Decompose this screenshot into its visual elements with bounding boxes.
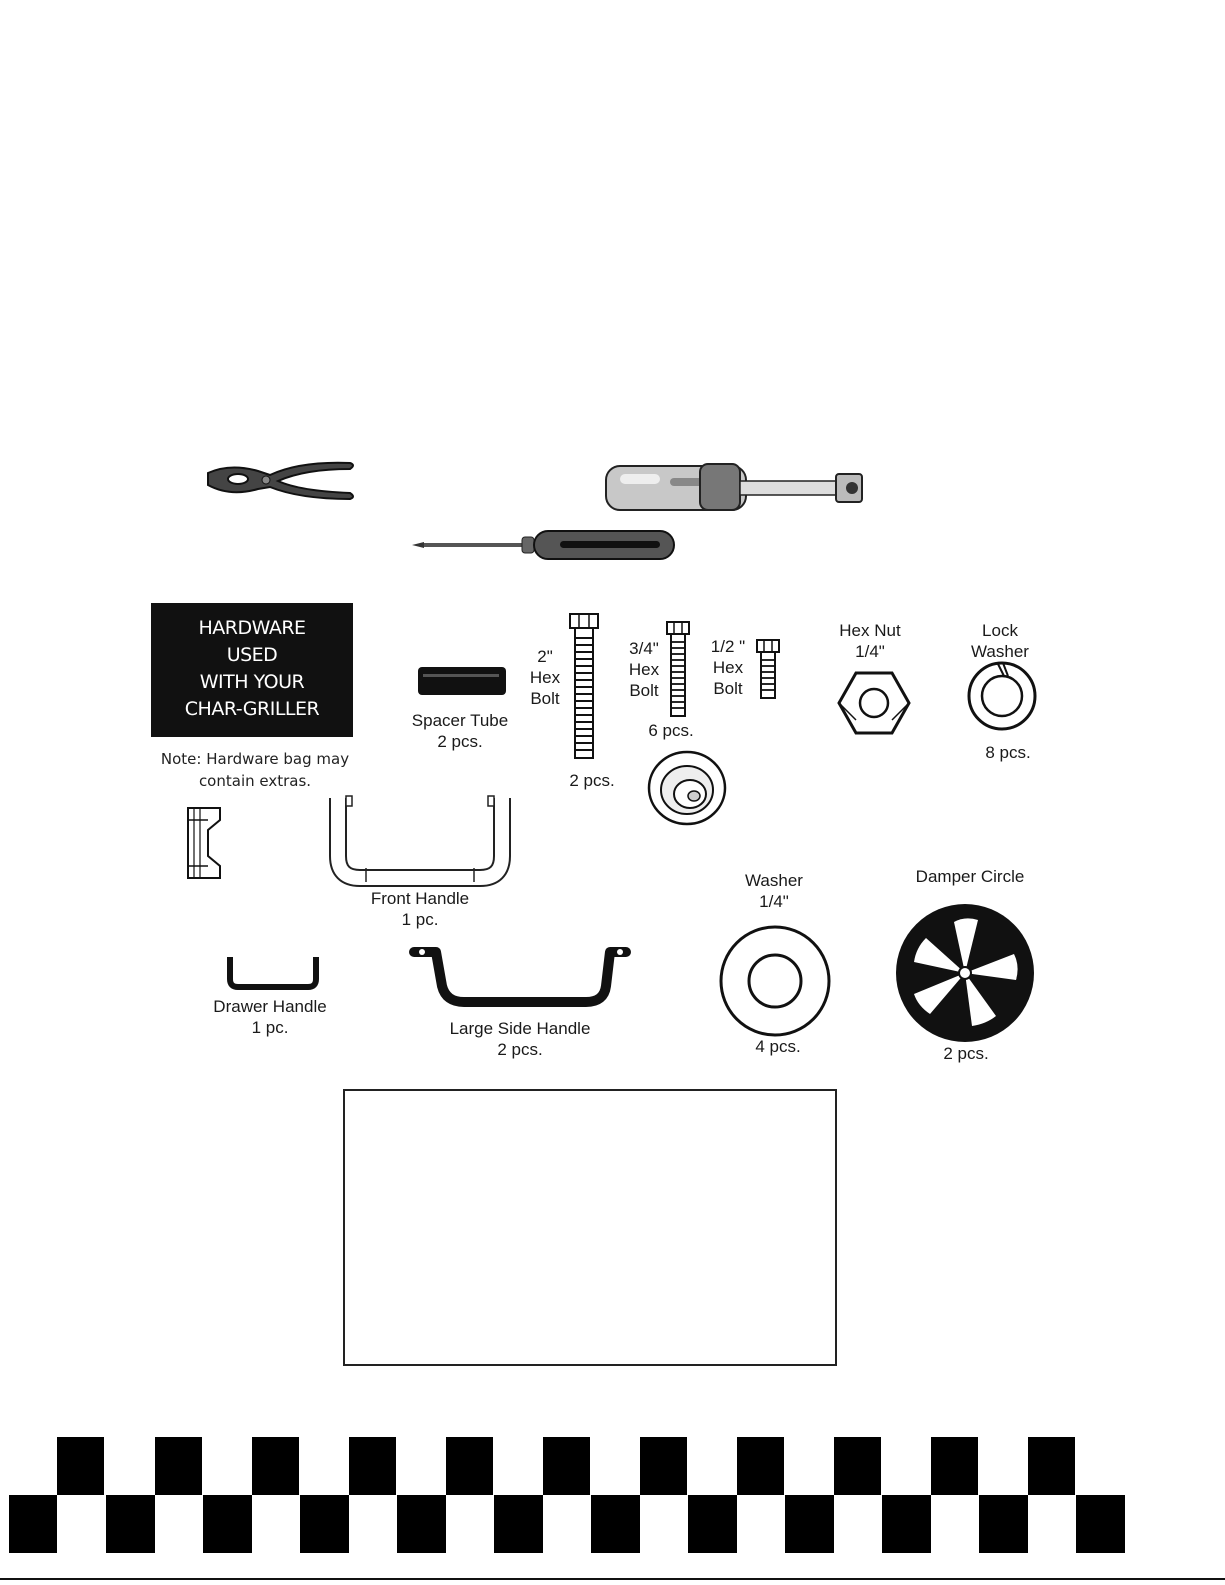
checkerboard-border	[0, 1437, 1225, 1553]
drawer-handle-label	[200, 996, 340, 1038]
part-qty: 1 pc.	[401, 910, 439, 929]
part-name: Hex	[628, 660, 660, 679]
damper-circle-icon	[894, 902, 1036, 1044]
damper-circle-label: Damper Circle	[915, 867, 1025, 886]
part-name: Bolt	[713, 679, 743, 698]
part-name: Hex	[529, 668, 561, 687]
part-qty: 2 pcs.	[497, 1040, 543, 1059]
hex-nut-icon	[836, 670, 912, 736]
note-line: contain extras.	[198, 772, 312, 790]
hardware-title-line: HARDWARE	[198, 617, 306, 639]
hex-bolt-2in-icon	[566, 612, 602, 762]
part-name: Washer	[971, 642, 1029, 661]
part-size: 1/2 "	[710, 637, 746, 656]
hex-nut-label	[820, 620, 920, 662]
hex-bolt-34-qty: 6 pcs.	[648, 721, 694, 740]
front-handle-label	[350, 888, 490, 930]
hardware-title-box	[151, 603, 353, 737]
note-line: Note: Hardware bag may	[160, 750, 350, 768]
hex-bolt-1-2in-icon	[754, 638, 782, 702]
drawer-handle-icon	[224, 955, 322, 993]
hardware-title-line: CHAR-GRILLER	[184, 698, 320, 720]
washer-icon	[718, 924, 832, 1038]
lock-washer-label	[955, 620, 1045, 662]
part-qty: 1 pc.	[251, 1018, 289, 1037]
part-size: 1/4"	[855, 642, 885, 661]
hardware-title-line: WITH YOUR	[199, 671, 305, 693]
lock-washer-qty: 8 pcs.	[985, 743, 1031, 762]
hardware-title-line: USED	[226, 644, 278, 666]
nut-driver-icon	[600, 460, 870, 520]
hex-bolt-12-label	[704, 636, 752, 699]
spacer-tube-label	[400, 710, 520, 752]
hex-bolt-34-label	[620, 638, 668, 701]
lock-washer-icon	[966, 660, 1038, 732]
part-name: Washer	[745, 871, 803, 890]
large-side-handle-label	[420, 1018, 620, 1060]
front-handle-icon	[330, 796, 510, 882]
hex-bolt-2-label	[522, 646, 568, 709]
pliers-icon	[200, 455, 360, 505]
bearing-icon	[646, 748, 728, 828]
part-name: Lock	[982, 621, 1018, 640]
part-name: Bolt	[629, 681, 659, 700]
part-name: Spacer Tube	[411, 711, 509, 730]
part-name: Hex Nut	[839, 621, 901, 640]
damper-circle-qty: 2 pcs.	[943, 1044, 989, 1063]
washer-label	[724, 870, 824, 912]
blank-notes-box	[343, 1089, 837, 1366]
bottom-rule	[0, 1578, 1225, 1580]
hardware-note	[150, 748, 360, 792]
part-size: 3/4"	[629, 639, 659, 658]
part-name: Large Side Handle	[449, 1019, 591, 1038]
part-name: Hex	[712, 658, 744, 677]
checker-bottom-row	[9, 1495, 1125, 1553]
large-side-handle-icon	[408, 946, 632, 1010]
bracket-icon	[184, 806, 226, 880]
checker-top-row	[57, 1437, 1075, 1495]
part-qty: 2 pcs.	[437, 732, 483, 751]
spacer-tube-icon	[417, 666, 507, 696]
part-name: Front Handle	[370, 889, 470, 908]
part-name: Bolt	[530, 689, 560, 708]
part-name: Drawer Handle	[213, 997, 327, 1016]
part-size: 2"	[537, 647, 553, 666]
part-size: 1/4"	[759, 892, 789, 911]
hex-bolt-2-qty: 2 pcs.	[569, 771, 615, 790]
phillips-screwdriver-icon	[410, 525, 680, 565]
washer-qty: 4 pcs.	[755, 1037, 801, 1056]
hex-bolt-3-4in-icon	[664, 620, 692, 720]
